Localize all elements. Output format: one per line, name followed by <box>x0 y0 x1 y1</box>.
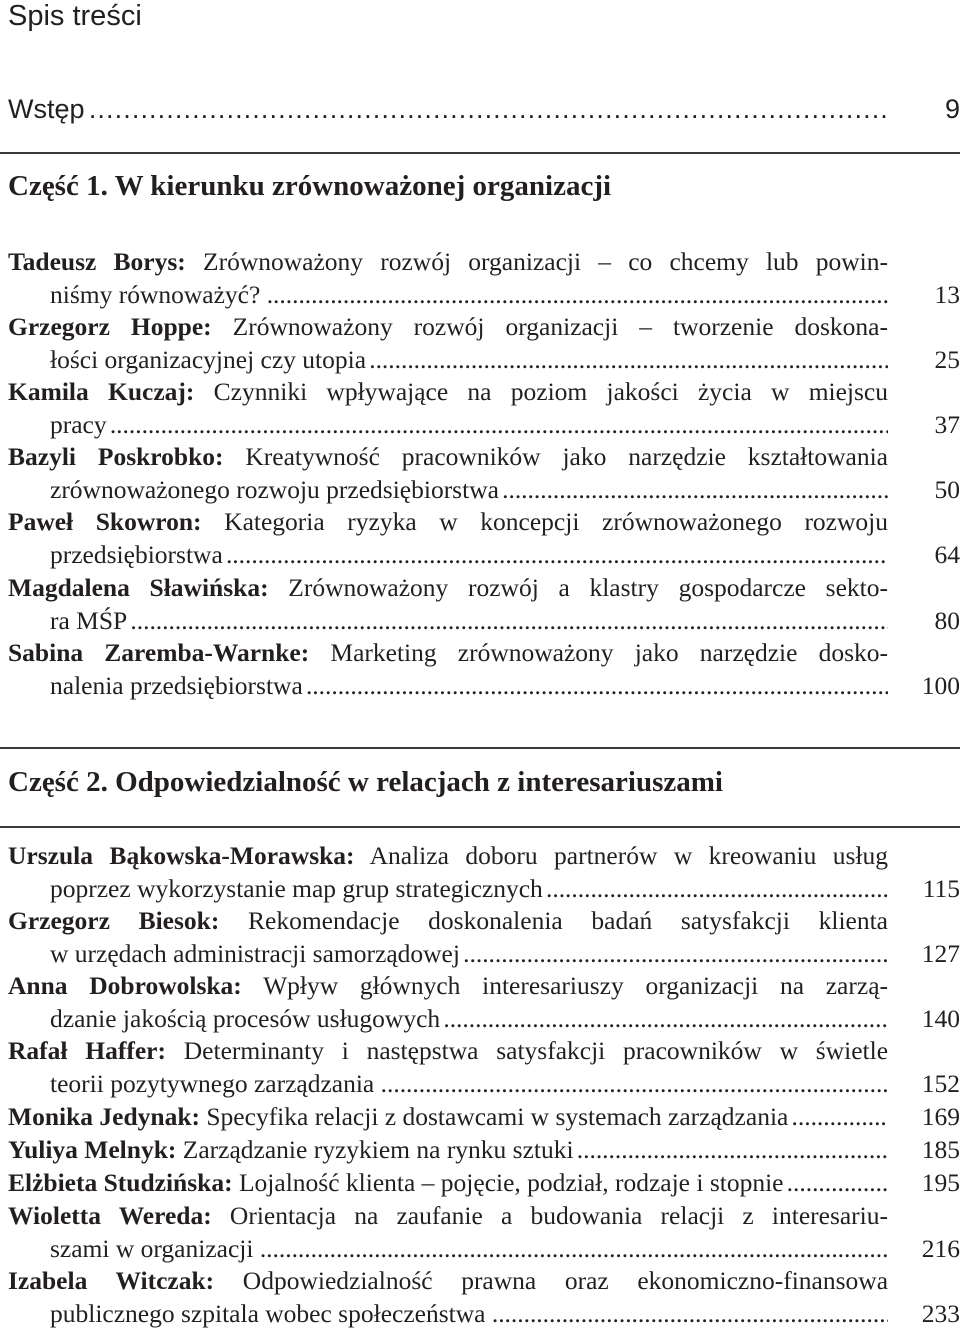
entry-author: Izabela Witczak: <box>8 1266 215 1295</box>
entry-title-line2: przedsiębiorstwa <box>50 539 223 569</box>
entry-title-line1: Analiza doboru partnerów w kreowaniu usług <box>369 841 889 870</box>
page-number: 140 <box>921 1003 960 1033</box>
entry-author: Rafał Haffer: <box>8 1036 166 1065</box>
page-number: 233 <box>921 1298 960 1328</box>
section-divider <box>0 747 960 749</box>
entry-title-line1: Czynniki wpływające na poziom jakości życia w miejscu <box>213 377 889 406</box>
entry-title-line2: niśmy równoważyć? <box>50 279 267 309</box>
toc-entry[interactable] <box>8 970 960 1035</box>
toc-heading: Spis treści <box>8 0 142 32</box>
entry-author: Grzegorz Hoppe: <box>8 312 212 341</box>
page-number: 169 <box>921 1102 960 1131</box>
entry-title-line2: publicznego szpitala wobec społeczeństwa <box>50 1298 492 1328</box>
toc-entry[interactable] <box>8 1200 960 1265</box>
entry-title-line2: szami w organizacji <box>50 1233 260 1263</box>
entry-author: Magdalena Sławińska: <box>8 573 269 602</box>
entry-title: Lojalność klienta – pojęcie, podział, rodzaje i stopnie <box>238 1168 784 1197</box>
entry-title-line1: Orientacja na zaufanie a budowania relacji z interesariu- <box>229 1201 889 1230</box>
entry-title-line2: łości organizacyjnej czy utopia <box>50 344 367 374</box>
entry-title-line2: ra MŚP <box>50 605 128 635</box>
page-number: 37 <box>934 409 960 439</box>
entry-author: Monika Jedynak: <box>8 1102 200 1131</box>
toc-entry[interactable] <box>8 905 960 970</box>
toc-entry[interactable] <box>8 1134 960 1167</box>
entry-title: Specyfika relacji z dostawcami w systemach zarządzania <box>206 1102 789 1131</box>
toc-entry[interactable] <box>8 1265 960 1330</box>
entry-title-line1: Wpływ głównych interesariuszy organizacji na zarzą- <box>263 971 888 1000</box>
page-number: 185 <box>921 1135 960 1164</box>
page-number: 50 <box>934 474 960 504</box>
page-number: 216 <box>921 1233 960 1263</box>
entry-title-line1: Zrównoważony rozwój a klastry gospodarcze sekto- <box>288 573 889 602</box>
toc-entry[interactable] <box>8 506 960 571</box>
toc-entry[interactable] <box>8 441 960 506</box>
entry-author: Sabina Zaremba-Warnke: <box>8 638 310 667</box>
entry-title-line2: dzanie jakością procesów usługowych <box>50 1003 441 1033</box>
entry-title-line2: nalenia przedsiębiorstwa <box>50 670 303 700</box>
toc-entry[interactable] <box>8 1101 960 1134</box>
entry-title-line1: Marketing zrównoważony jako narzędzie dosko- <box>330 638 888 667</box>
page-number: 13 <box>934 279 960 309</box>
entry-title: Zarządzanie ryzykiem na rynku sztuki <box>182 1135 574 1164</box>
page-number: 127 <box>921 938 960 968</box>
entry-author: Urszula Bąkowska-Morawska: <box>8 841 355 870</box>
page-number: 80 <box>934 605 960 635</box>
toc-entry[interactable] <box>8 376 960 441</box>
entry-title-line1: Zrównoważony rozwój organizacji – tworzenie doskona- <box>232 312 888 341</box>
entry-title-line2: teorii pozytywnego zarządzania <box>50 1068 381 1098</box>
page-number: 64 <box>934 539 960 569</box>
intro-label: Wstęp <box>8 94 85 124</box>
entry-author: Kamila Kuczaj: <box>8 377 195 406</box>
entry-title-line1: Kreatywność pracowników jako narzędzie kształtowania <box>245 442 888 471</box>
page-number: 195 <box>921 1168 960 1197</box>
toc-entry[interactable] <box>8 572 960 637</box>
entry-title-line1: Kategoria ryzyka w koncepcji zrównoważonego rozwoju <box>224 507 889 536</box>
entry-author: Grzegorz Biesok: <box>8 906 220 935</box>
entry-title-line1: Determinanty i następstwa satysfakcji pracowników w świetle <box>183 1036 889 1065</box>
entry-author: Yuliya Melnyk: <box>8 1135 177 1164</box>
entry-author: Tadeusz Borys: <box>8 247 186 276</box>
toc-entry[interactable] <box>8 311 960 376</box>
section-divider <box>0 826 960 828</box>
entry-title-line2: pracy <box>50 409 107 439</box>
toc-entry-intro[interactable] <box>8 93 960 126</box>
entry-title-line1: Zrównoważony rozwój organizacji – co chcemy lub powin- <box>203 247 888 276</box>
toc-entry[interactable] <box>8 246 960 311</box>
part-1-title: Część 1. W kierunku zrównoważonej organizacji <box>8 170 612 202</box>
page-number: 152 <box>921 1068 960 1098</box>
entry-title-line1: Rekomendacje doskonalenia badań satysfakcji klienta <box>248 906 889 935</box>
entry-title-line1: Odpowiedzialność prawna oraz ekonomiczno-finansowa <box>242 1266 889 1295</box>
toc-entry[interactable] <box>8 1035 960 1100</box>
entry-author: Bazyli Poskrobko: <box>8 442 224 471</box>
part-2-title: Część 2. Odpowiedzialność w relacjach z interesariuszami <box>8 766 723 798</box>
toc-entry[interactable] <box>8 840 960 905</box>
entry-author: Anna Dobrowolska: <box>8 971 242 1000</box>
toc-entry[interactable] <box>8 1167 960 1200</box>
page-number: 100 <box>921 670 960 700</box>
toc-entry[interactable] <box>8 637 960 702</box>
entry-author: Wioletta Wereda: <box>8 1201 212 1230</box>
entry-author: Elżbieta Studzińska: <box>8 1168 233 1197</box>
entry-title-line2: zrównoważonego rozwoju przedsiębiorstwa <box>50 474 499 504</box>
page-number: 115 <box>922 873 960 903</box>
page-number: 25 <box>934 344 960 374</box>
entry-author: Paweł Skowron: <box>8 507 202 536</box>
entry-title-line2: poprzez wykorzystanie map grup strategicznych <box>50 873 543 903</box>
entry-title-line2: w urzędach administracji samorządowej <box>50 938 460 968</box>
section-divider <box>0 152 960 154</box>
page-number: 9 <box>944 94 960 124</box>
